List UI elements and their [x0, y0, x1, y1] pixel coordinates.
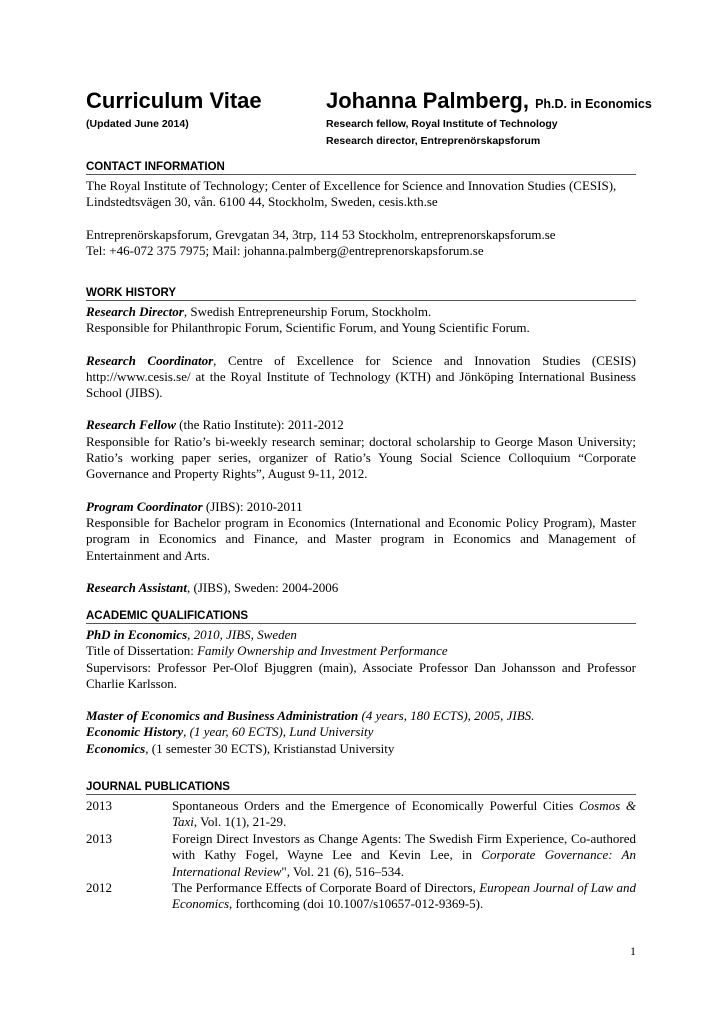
- publication-year: 2012: [86, 880, 112, 895]
- master-entry: [86, 708, 636, 724]
- publication-text: [172, 880, 636, 913]
- updated-date: (Updated June 2014): [86, 118, 189, 130]
- person-name-line: [326, 88, 652, 114]
- publication-rest: , forthcoming (doi 10.1007/s10657-012-9369-5).: [229, 896, 484, 912]
- economic-history-detail: , (1 year, 60 ECTS), Lund University: [183, 724, 374, 740]
- job-title: Research Fellow: [86, 417, 176, 433]
- contact-address-1: The Royal Institute of Technology; Center of Excellence for Science and Innovation Studies (CESIS), Lindstedtsvägen 30, vån. 6100 44, Stockholm, Sweden, cesis.kth.se: [86, 178, 617, 210]
- job-description: Responsible for Ratio’s bi-weekly research seminar; doctoral scholarship to George Mason University; Ratio’s working paper series, organizer of Ratio’s Young Social Science Colloquium “Corporate Governance and Property Rights”, August 9-11, 2012.: [86, 433, 636, 482]
- publication-text: [172, 831, 636, 880]
- publication-journal: Corporate Governance: An International Review: [172, 847, 636, 879]
- cv-title: Curriculum Vitae: [86, 88, 262, 113]
- phd-detail: , 2010, JIBS, Sweden: [187, 627, 297, 642]
- job-detail: (JIBS): 2010-2011: [202, 498, 303, 514]
- publication-year: 2013: [86, 798, 112, 813]
- publication-title: Foreign Direct Investors as Change Agents: The Swedish Firm Experience, Co-authored with Kathy Fogel, Wayne Lee and Kevin Lee, in: [172, 831, 636, 863]
- section-heading-contact: CONTACT INFORMATION: [86, 161, 636, 175]
- job-title: Research Coordinator: [86, 352, 214, 368]
- job-entry: [86, 353, 636, 402]
- publication-text: [172, 798, 636, 831]
- supervisors: Supervisors: Professor Per-Olof Bjuggren (main), Associate Professor Dan Johansson and Professor Charlie Karlsson.: [86, 659, 636, 691]
- job-entry: [86, 304, 636, 320]
- phd-title: PhD in Economics: [86, 627, 188, 642]
- job-title: Research Assistant: [86, 579, 188, 595]
- degree: Ph.D. in Economics: [535, 97, 652, 111]
- publication-item: [86, 831, 636, 880]
- economics-detail: , (1 semester 30 ECTS), Kristianstad University: [145, 740, 395, 756]
- job-description: Responsible for Philanthropic Forum, Scientific Forum, and Young Scientific Forum.: [86, 320, 530, 336]
- contact-phone-mail: Tel: +46-072 375 7975; Mail: johanna.palmberg@entreprenorskapsforum.se: [86, 242, 484, 258]
- job-entry: [86, 417, 636, 433]
- job-entry: [86, 580, 636, 596]
- publication-journal: European Journal of Law and Economics: [172, 880, 636, 912]
- economics-title: Economics: [86, 740, 146, 756]
- section-heading-academic: ACADEMIC QUALIFICATIONS: [86, 610, 636, 624]
- section-heading-work: WORK HISTORY: [86, 287, 636, 301]
- name-separator: ,: [522, 88, 536, 113]
- publication-journal: Cosmos & Taxi: [172, 798, 637, 830]
- dissertation-label: Title of Dissertation:: [86, 643, 198, 659]
- job-title: Program Coordinator: [86, 498, 203, 514]
- page-number: 1: [630, 944, 636, 958]
- dissertation-line: [86, 643, 636, 659]
- publication-item: [86, 798, 636, 831]
- job-detail: (the Ratio Institute): 2011-2012: [175, 417, 344, 433]
- position-2: Research director, Entreprenörskapsforum: [326, 135, 541, 147]
- economics-entry: [86, 741, 636, 757]
- economic-history-title: Economic History: [86, 724, 184, 740]
- contact-block: [86, 178, 636, 259]
- publication-title: The Performance Effects of Corporate Board of Directors,: [172, 880, 480, 895]
- publication-item: [86, 880, 636, 913]
- job-detail: , Centre of Excellence for Science and Innovation Studies (CESIS) http://www.cesis.se/ at the Royal Institute of Technology (KTH) and Jönköping International Business School (JIBS).: [86, 352, 636, 401]
- job-detail: , (JIBS), Sweden: 2004-2006: [187, 579, 339, 595]
- dissertation-title: Family Ownership and Investment Performance: [197, 643, 448, 659]
- publication-title: Spontaneous Orders and the Emergence of Economically Powerful Cities: [172, 798, 580, 813]
- master-detail: (4 years, 180 ECTS), 2005, JIBS.: [358, 708, 535, 724]
- job-detail: , Swedish Entrepreneurship Forum, Stockholm.: [183, 304, 432, 319]
- master-title: Master of Economics and Business Administration: [86, 708, 359, 724]
- job-title: Research Director: [86, 304, 184, 319]
- position-1: Research fellow, Royal Institute of Technology: [326, 118, 558, 130]
- economic-history-entry: [86, 724, 636, 740]
- work-history: [86, 304, 636, 596]
- contact-address-2: Entreprenörskapsforum, Grevgatan 34, 3trp, 114 53 Stockholm, entreprenorskapsforum.se: [86, 226, 556, 242]
- publication-rest: , Vol. 1(1), 21-29.: [193, 814, 287, 830]
- phd-entry: [86, 627, 636, 643]
- academic-block: [86, 627, 636, 757]
- person-name: Johanna Palmberg: [326, 88, 523, 113]
- publication-rest: ", Vol. 21 (6), 516–534.: [281, 863, 404, 879]
- section-heading-publications: JOURNAL PUBLICATIONS: [86, 781, 636, 795]
- publication-year: 2013: [86, 831, 112, 846]
- job-entry: [86, 499, 636, 515]
- job-description: Responsible for Bachelor program in Economics (International and Economic Policy Program), Master program in Economics and Finance, and Master program in Economics and Management of Entertainment and Arts.: [86, 514, 636, 563]
